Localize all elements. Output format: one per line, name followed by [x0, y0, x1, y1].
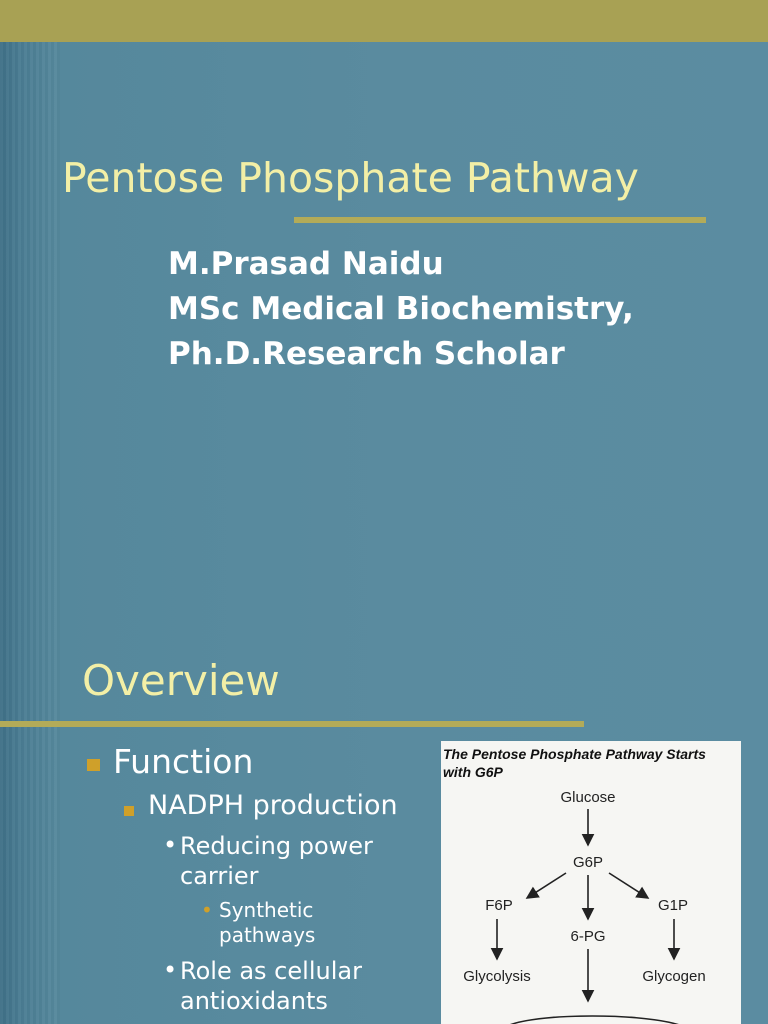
square-bullet-icon: [124, 806, 134, 816]
bullet-line: pathways: [219, 923, 316, 947]
dot-bullet-icon: •: [163, 831, 178, 859]
node-6pg: 6-PG: [570, 928, 606, 945]
oval-outline: [501, 1016, 691, 1024]
node-g6p: G6P: [572, 854, 604, 871]
node-g1p: G1P: [657, 897, 689, 914]
node-f6p: F6P: [485, 897, 513, 914]
slide-title: Pentose Phosphate Pathway: [62, 154, 639, 202]
author-degree: MSc Medical Biochemistry,: [168, 291, 634, 327]
left-stripe-decoration: [0, 0, 60, 576]
bullet-line: Role as cellular: [180, 957, 362, 985]
bullet-line: Synthetic: [219, 898, 314, 922]
left-stripe-decoration: [0, 576, 60, 1024]
figure-caption: with G6P: [443, 764, 503, 780]
bullet-antioxidants: [180, 956, 362, 1016]
bullet-line: Reducing power: [180, 832, 373, 860]
dot-bullet-icon: •: [201, 898, 213, 922]
bullet-function: Function: [113, 742, 254, 781]
figure-caption: The Pentose Phosphate Pathway Starts: [443, 746, 706, 762]
pathway-diagram: [441, 741, 741, 1024]
overview-slide: [0, 576, 768, 1024]
node-glycolysis: Glycolysis: [463, 968, 531, 985]
bullet-line: carrier: [180, 862, 259, 890]
dot-bullet-icon: •: [163, 956, 178, 984]
author-block: [168, 242, 634, 377]
slide-title: Overview: [82, 656, 280, 705]
square-bullet-icon: [87, 759, 100, 771]
title-underline: [0, 721, 584, 727]
author-name: M.Prasad Naidu: [168, 246, 444, 282]
node-glucose: Glucose: [560, 789, 616, 806]
arrow-g6p-g1p: [609, 873, 648, 898]
bullet-reducing-power: [180, 831, 373, 891]
title-underline: [294, 217, 706, 223]
bullet-synthetic-pathways: [219, 898, 315, 948]
author-position: Ph.D.Research Scholar: [168, 336, 565, 372]
node-glycogen: Glycogen: [642, 968, 706, 985]
arrow-g6p-f6p: [527, 873, 566, 898]
bullet-line: antioxidants: [180, 987, 328, 1015]
top-accent-bar: [0, 0, 768, 42]
bullet-nadph-production: NADPH production: [148, 790, 398, 821]
